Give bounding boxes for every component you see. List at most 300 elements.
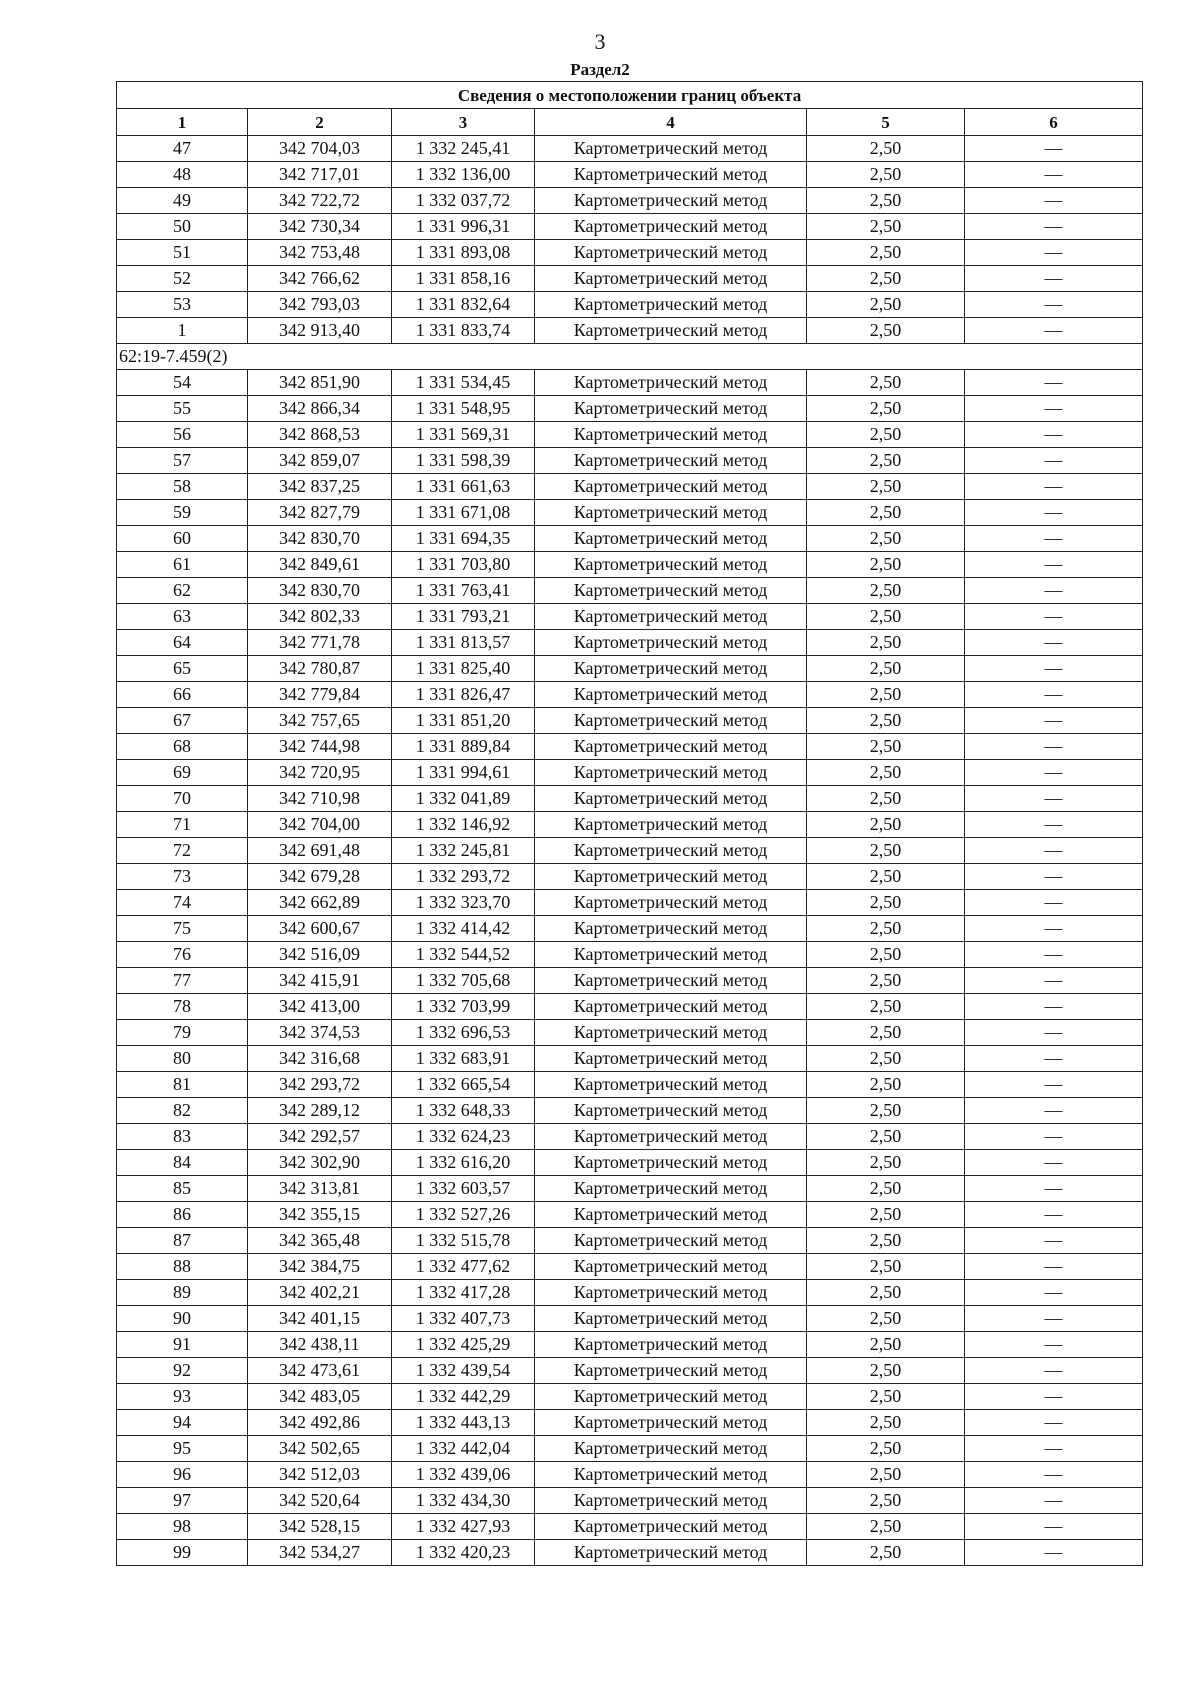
accuracy-cell: 2,50: [807, 656, 965, 682]
table-row: [117, 448, 1143, 474]
table-header-row: [117, 109, 1143, 136]
group-row: [117, 344, 1143, 370]
accuracy-cell: 2,50: [807, 1410, 965, 1436]
table-title-row: [117, 82, 1143, 109]
point-number-cell: 82: [117, 1098, 248, 1124]
table-row: [117, 526, 1143, 552]
point-number-cell: 62: [117, 578, 248, 604]
point-number-cell: 91: [117, 1332, 248, 1358]
y-coordinate-cell: 1 331 893,08: [392, 240, 535, 266]
y-coordinate-cell: 1 332 041,89: [392, 786, 535, 812]
x-coordinate-cell: 342 316,68: [248, 1046, 392, 1072]
method-cell: Картометрический метод: [535, 1098, 807, 1124]
description-cell: —: [965, 838, 1143, 864]
y-coordinate-cell: 1 332 603,57: [392, 1176, 535, 1202]
description-cell: —: [965, 630, 1143, 656]
accuracy-cell: 2,50: [807, 240, 965, 266]
accuracy-cell: 2,50: [807, 1202, 965, 1228]
point-number-cell: 1: [117, 318, 248, 344]
boundary-coordinates-table: [116, 81, 1143, 1566]
table-row: [117, 136, 1143, 162]
table-row: [117, 630, 1143, 656]
x-coordinate-cell: 342 730,34: [248, 214, 392, 240]
accuracy-cell: 2,50: [807, 370, 965, 396]
method-cell: Картометрический метод: [535, 448, 807, 474]
table-row: [117, 1332, 1143, 1358]
description-cell: —: [965, 708, 1143, 734]
method-cell: Картометрический метод: [535, 786, 807, 812]
accuracy-cell: 2,50: [807, 1254, 965, 1280]
accuracy-cell: 2,50: [807, 552, 965, 578]
accuracy-cell: 2,50: [807, 812, 965, 838]
description-cell: —: [965, 760, 1143, 786]
y-coordinate-cell: 1 332 146,92: [392, 812, 535, 838]
table-row: [117, 734, 1143, 760]
table-row: [117, 1410, 1143, 1436]
description-cell: —: [965, 734, 1143, 760]
x-coordinate-cell: 342 289,12: [248, 1098, 392, 1124]
x-coordinate-cell: 342 483,05: [248, 1384, 392, 1410]
method-cell: Картометрический метод: [535, 760, 807, 786]
y-coordinate-cell: 1 332 616,20: [392, 1150, 535, 1176]
y-coordinate-cell: 1 332 420,23: [392, 1540, 535, 1566]
table-row: [117, 1124, 1143, 1150]
accuracy-cell: 2,50: [807, 1098, 965, 1124]
y-coordinate-cell: 1 331 661,63: [392, 474, 535, 500]
column-header: 6: [965, 109, 1143, 136]
point-number-cell: 52: [117, 266, 248, 292]
description-cell: —: [965, 370, 1143, 396]
method-cell: Картометрический метод: [535, 864, 807, 890]
description-cell: —: [965, 864, 1143, 890]
point-number-cell: 48: [117, 162, 248, 188]
point-number-cell: 97: [117, 1488, 248, 1514]
description-cell: —: [965, 1488, 1143, 1514]
description-cell: —: [965, 682, 1143, 708]
method-cell: Картометрический метод: [535, 1358, 807, 1384]
x-coordinate-cell: 342 744,98: [248, 734, 392, 760]
x-coordinate-cell: 342 779,84: [248, 682, 392, 708]
accuracy-cell: 2,50: [807, 838, 965, 864]
method-cell: Картометрический метод: [535, 1150, 807, 1176]
x-coordinate-cell: 342 679,28: [248, 864, 392, 890]
method-cell: Картометрический метод: [535, 266, 807, 292]
method-cell: Картометрический метод: [535, 1384, 807, 1410]
method-cell: Картометрический метод: [535, 604, 807, 630]
accuracy-cell: 2,50: [807, 916, 965, 942]
accuracy-cell: 2,50: [807, 942, 965, 968]
table-row: [117, 1150, 1143, 1176]
method-cell: Картометрический метод: [535, 1410, 807, 1436]
point-number-cell: 53: [117, 292, 248, 318]
method-cell: Картометрический метод: [535, 1254, 807, 1280]
x-coordinate-cell: 342 868,53: [248, 422, 392, 448]
method-cell: Картометрический метод: [535, 838, 807, 864]
accuracy-cell: 2,50: [807, 1150, 965, 1176]
x-coordinate-cell: 342 512,03: [248, 1462, 392, 1488]
x-coordinate-cell: 342 827,79: [248, 500, 392, 526]
y-coordinate-cell: 1 332 624,23: [392, 1124, 535, 1150]
y-coordinate-cell: 1 332 425,29: [392, 1332, 535, 1358]
x-coordinate-cell: 342 757,65: [248, 708, 392, 734]
point-number-cell: 68: [117, 734, 248, 760]
table-row: [117, 968, 1143, 994]
y-coordinate-cell: 1 332 037,72: [392, 188, 535, 214]
description-cell: —: [965, 1072, 1143, 1098]
y-coordinate-cell: 1 332 442,04: [392, 1436, 535, 1462]
description-cell: —: [965, 1150, 1143, 1176]
description-cell: —: [965, 1332, 1143, 1358]
x-coordinate-cell: 342 851,90: [248, 370, 392, 396]
x-coordinate-cell: 342 771,78: [248, 630, 392, 656]
table-row: [117, 656, 1143, 682]
column-header: 1: [117, 109, 248, 136]
point-number-cell: 67: [117, 708, 248, 734]
method-cell: Картометрический метод: [535, 1488, 807, 1514]
point-number-cell: 87: [117, 1228, 248, 1254]
method-cell: Картометрический метод: [535, 1020, 807, 1046]
x-coordinate-cell: 342 849,61: [248, 552, 392, 578]
description-cell: —: [965, 1228, 1143, 1254]
point-number-cell: 96: [117, 1462, 248, 1488]
accuracy-cell: 2,50: [807, 266, 965, 292]
table-row: [117, 994, 1143, 1020]
table-row: [117, 240, 1143, 266]
description-cell: —: [965, 1358, 1143, 1384]
accuracy-cell: 2,50: [807, 630, 965, 656]
description-cell: —: [965, 448, 1143, 474]
point-number-cell: 58: [117, 474, 248, 500]
point-number-cell: 92: [117, 1358, 248, 1384]
description-cell: —: [965, 578, 1143, 604]
x-coordinate-cell: 342 292,57: [248, 1124, 392, 1150]
x-coordinate-cell: 342 722,72: [248, 188, 392, 214]
table-row: [117, 838, 1143, 864]
point-number-cell: 75: [117, 916, 248, 942]
description-cell: —: [965, 786, 1143, 812]
point-number-cell: 86: [117, 1202, 248, 1228]
method-cell: Картометрический метод: [535, 890, 807, 916]
point-number-cell: 85: [117, 1176, 248, 1202]
y-coordinate-cell: 1 332 417,28: [392, 1280, 535, 1306]
description-cell: —: [965, 266, 1143, 292]
accuracy-cell: 2,50: [807, 136, 965, 162]
point-number-cell: 51: [117, 240, 248, 266]
point-number-cell: 47: [117, 136, 248, 162]
y-coordinate-cell: 1 332 443,13: [392, 1410, 535, 1436]
method-cell: Картометрический метод: [535, 708, 807, 734]
x-coordinate-cell: 342 913,40: [248, 318, 392, 344]
description-cell: —: [965, 994, 1143, 1020]
description-cell: —: [965, 422, 1143, 448]
accuracy-cell: 2,50: [807, 1020, 965, 1046]
method-cell: Картометрический метод: [535, 1280, 807, 1306]
table-row: [117, 1228, 1143, 1254]
method-cell: Картометрический метод: [535, 1540, 807, 1566]
method-cell: Картометрический метод: [535, 1228, 807, 1254]
x-coordinate-cell: 342 492,86: [248, 1410, 392, 1436]
method-cell: Картометрический метод: [535, 916, 807, 942]
page-number: 3: [594, 29, 606, 54]
table-row: [117, 1540, 1143, 1566]
description-cell: —: [965, 188, 1143, 214]
y-coordinate-cell: 1 332 683,91: [392, 1046, 535, 1072]
x-coordinate-cell: 342 691,48: [248, 838, 392, 864]
y-coordinate-cell: 1 332 245,81: [392, 838, 535, 864]
description-cell: —: [965, 474, 1143, 500]
group-label: 62:19-7.459(2): [117, 344, 1143, 370]
point-number-cell: 73: [117, 864, 248, 890]
table-row: [117, 1358, 1143, 1384]
accuracy-cell: 2,50: [807, 1228, 965, 1254]
x-coordinate-cell: 342 516,09: [248, 942, 392, 968]
method-cell: Картометрический метод: [535, 1436, 807, 1462]
table-row: [117, 1462, 1143, 1488]
table-row: [117, 682, 1143, 708]
accuracy-cell: 2,50: [807, 968, 965, 994]
method-cell: Картометрический метод: [535, 1202, 807, 1228]
method-cell: Картометрический метод: [535, 812, 807, 838]
x-coordinate-cell: 342 866,34: [248, 396, 392, 422]
method-cell: Картометрический метод: [535, 734, 807, 760]
point-number-cell: 66: [117, 682, 248, 708]
table-row: [117, 864, 1143, 890]
method-cell: Картометрический метод: [535, 942, 807, 968]
table-row: [117, 916, 1143, 942]
method-cell: Картометрический метод: [535, 396, 807, 422]
accuracy-cell: 2,50: [807, 1462, 965, 1488]
table-row: [117, 1072, 1143, 1098]
accuracy-cell: 2,50: [807, 1176, 965, 1202]
accuracy-cell: 2,50: [807, 292, 965, 318]
method-cell: Картометрический метод: [535, 370, 807, 396]
x-coordinate-cell: 342 415,91: [248, 968, 392, 994]
method-cell: Картометрический метод: [535, 500, 807, 526]
method-cell: Картометрический метод: [535, 1462, 807, 1488]
description-cell: —: [965, 890, 1143, 916]
y-coordinate-cell: 1 331 793,21: [392, 604, 535, 630]
accuracy-cell: 2,50: [807, 1306, 965, 1332]
description-cell: —: [965, 1280, 1143, 1306]
x-coordinate-cell: 342 402,21: [248, 1280, 392, 1306]
y-coordinate-cell: 1 331 889,84: [392, 734, 535, 760]
point-number-cell: 81: [117, 1072, 248, 1098]
description-cell: —: [965, 136, 1143, 162]
x-coordinate-cell: 342 438,11: [248, 1332, 392, 1358]
column-header: 5: [807, 109, 965, 136]
description-cell: —: [965, 396, 1143, 422]
table-row: [117, 604, 1143, 630]
accuracy-cell: 2,50: [807, 1072, 965, 1098]
y-coordinate-cell: 1 331 598,39: [392, 448, 535, 474]
y-coordinate-cell: 1 332 136,00: [392, 162, 535, 188]
table-row: [117, 188, 1143, 214]
accuracy-cell: 2,50: [807, 682, 965, 708]
x-coordinate-cell: 342 766,62: [248, 266, 392, 292]
y-coordinate-cell: 1 332 323,70: [392, 890, 535, 916]
point-number-cell: 74: [117, 890, 248, 916]
point-number-cell: 54: [117, 370, 248, 396]
accuracy-cell: 2,50: [807, 1046, 965, 1072]
point-number-cell: 99: [117, 1540, 248, 1566]
y-coordinate-cell: 1 332 527,26: [392, 1202, 535, 1228]
table-row: [117, 786, 1143, 812]
table-row: [117, 578, 1143, 604]
description-cell: —: [965, 500, 1143, 526]
table-row: [117, 500, 1143, 526]
description-cell: —: [965, 1202, 1143, 1228]
accuracy-cell: 2,50: [807, 214, 965, 240]
table-row: [117, 708, 1143, 734]
method-cell: Картометрический метод: [535, 968, 807, 994]
x-coordinate-cell: 342 384,75: [248, 1254, 392, 1280]
description-cell: —: [965, 968, 1143, 994]
accuracy-cell: 2,50: [807, 1436, 965, 1462]
table-row: [117, 266, 1143, 292]
table-row: [117, 1436, 1143, 1462]
method-cell: Картометрический метод: [535, 1514, 807, 1540]
description-cell: —: [965, 942, 1143, 968]
x-coordinate-cell: 342 830,70: [248, 578, 392, 604]
accuracy-cell: 2,50: [807, 1124, 965, 1150]
y-coordinate-cell: 1 332 696,53: [392, 1020, 535, 1046]
description-cell: —: [965, 656, 1143, 682]
point-number-cell: 77: [117, 968, 248, 994]
table-row: [117, 318, 1143, 344]
description-cell: —: [965, 1046, 1143, 1072]
description-cell: —: [965, 1124, 1143, 1150]
accuracy-cell: 2,50: [807, 890, 965, 916]
description-cell: —: [965, 240, 1143, 266]
y-coordinate-cell: 1 332 515,78: [392, 1228, 535, 1254]
y-coordinate-cell: 1 331 813,57: [392, 630, 535, 656]
description-cell: —: [965, 1462, 1143, 1488]
point-number-cell: 50: [117, 214, 248, 240]
point-number-cell: 78: [117, 994, 248, 1020]
table-row: [117, 552, 1143, 578]
y-coordinate-cell: 1 331 994,61: [392, 760, 535, 786]
table-body: [117, 136, 1143, 1566]
x-coordinate-cell: 342 520,64: [248, 1488, 392, 1514]
point-number-cell: 84: [117, 1150, 248, 1176]
description-cell: —: [965, 1384, 1143, 1410]
accuracy-cell: 2,50: [807, 1540, 965, 1566]
y-coordinate-cell: 1 331 534,45: [392, 370, 535, 396]
method-cell: Картометрический метод: [535, 474, 807, 500]
point-number-cell: 65: [117, 656, 248, 682]
method-cell: Картометрический метод: [535, 214, 807, 240]
point-number-cell: 79: [117, 1020, 248, 1046]
point-number-cell: 61: [117, 552, 248, 578]
point-number-cell: 71: [117, 812, 248, 838]
y-coordinate-cell: 1 332 414,42: [392, 916, 535, 942]
accuracy-cell: 2,50: [807, 1280, 965, 1306]
description-cell: —: [965, 1098, 1143, 1124]
method-cell: Картометрический метод: [535, 292, 807, 318]
x-coordinate-cell: 342 528,15: [248, 1514, 392, 1540]
point-number-cell: 60: [117, 526, 248, 552]
point-number-cell: 59: [117, 500, 248, 526]
accuracy-cell: 2,50: [807, 162, 965, 188]
accuracy-cell: 2,50: [807, 1358, 965, 1384]
accuracy-cell: 2,50: [807, 1332, 965, 1358]
y-coordinate-cell: 1 332 648,33: [392, 1098, 535, 1124]
y-coordinate-cell: 1 331 858,16: [392, 266, 535, 292]
x-coordinate-cell: 342 830,70: [248, 526, 392, 552]
point-number-cell: 88: [117, 1254, 248, 1280]
y-coordinate-cell: 1 331 569,31: [392, 422, 535, 448]
y-coordinate-cell: 1 332 245,41: [392, 136, 535, 162]
y-coordinate-cell: 1 332 703,99: [392, 994, 535, 1020]
x-coordinate-cell: 342 401,15: [248, 1306, 392, 1332]
table-row: [117, 1020, 1143, 1046]
description-cell: —: [965, 1306, 1143, 1332]
description-cell: —: [965, 1254, 1143, 1280]
description-cell: —: [965, 1436, 1143, 1462]
x-coordinate-cell: 342 717,01: [248, 162, 392, 188]
description-cell: —: [965, 552, 1143, 578]
y-coordinate-cell: 1 331 763,41: [392, 578, 535, 604]
table-row: [117, 1176, 1143, 1202]
accuracy-cell: 2,50: [807, 578, 965, 604]
x-coordinate-cell: 342 502,65: [248, 1436, 392, 1462]
description-cell: —: [965, 526, 1143, 552]
table-row: [117, 1488, 1143, 1514]
accuracy-cell: 2,50: [807, 604, 965, 630]
point-number-cell: 80: [117, 1046, 248, 1072]
table-row: [117, 1046, 1143, 1072]
point-number-cell: 94: [117, 1410, 248, 1436]
y-coordinate-cell: 1 331 826,47: [392, 682, 535, 708]
point-number-cell: 95: [117, 1436, 248, 1462]
method-cell: Картометрический метод: [535, 526, 807, 552]
point-number-cell: 55: [117, 396, 248, 422]
x-coordinate-cell: 342 473,61: [248, 1358, 392, 1384]
description-cell: —: [965, 318, 1143, 344]
description-cell: —: [965, 812, 1143, 838]
table-row: [117, 370, 1143, 396]
y-coordinate-cell: 1 332 544,52: [392, 942, 535, 968]
accuracy-cell: 2,50: [807, 188, 965, 214]
table-row: [117, 890, 1143, 916]
accuracy-cell: 2,50: [807, 786, 965, 812]
y-coordinate-cell: 1 332 439,06: [392, 1462, 535, 1488]
y-coordinate-cell: 1 332 293,72: [392, 864, 535, 890]
accuracy-cell: 2,50: [807, 500, 965, 526]
method-cell: Картометрический метод: [535, 578, 807, 604]
x-coordinate-cell: 342 753,48: [248, 240, 392, 266]
y-coordinate-cell: 1 332 705,68: [392, 968, 535, 994]
point-number-cell: 69: [117, 760, 248, 786]
table-row: [117, 292, 1143, 318]
x-coordinate-cell: 342 374,53: [248, 1020, 392, 1046]
accuracy-cell: 2,50: [807, 474, 965, 500]
y-coordinate-cell: 1 331 671,08: [392, 500, 535, 526]
x-coordinate-cell: 342 355,15: [248, 1202, 392, 1228]
x-coordinate-cell: 342 780,87: [248, 656, 392, 682]
table-title: Сведения о местоположении границ объекта: [117, 82, 1143, 109]
x-coordinate-cell: 342 859,07: [248, 448, 392, 474]
y-coordinate-cell: 1 331 851,20: [392, 708, 535, 734]
x-coordinate-cell: 342 704,03: [248, 136, 392, 162]
x-coordinate-cell: 342 365,48: [248, 1228, 392, 1254]
method-cell: Картометрический метод: [535, 994, 807, 1020]
column-header: 3: [392, 109, 535, 136]
accuracy-cell: 2,50: [807, 864, 965, 890]
accuracy-cell: 2,50: [807, 1514, 965, 1540]
point-number-cell: 90: [117, 1306, 248, 1332]
x-coordinate-cell: 342 802,33: [248, 604, 392, 630]
